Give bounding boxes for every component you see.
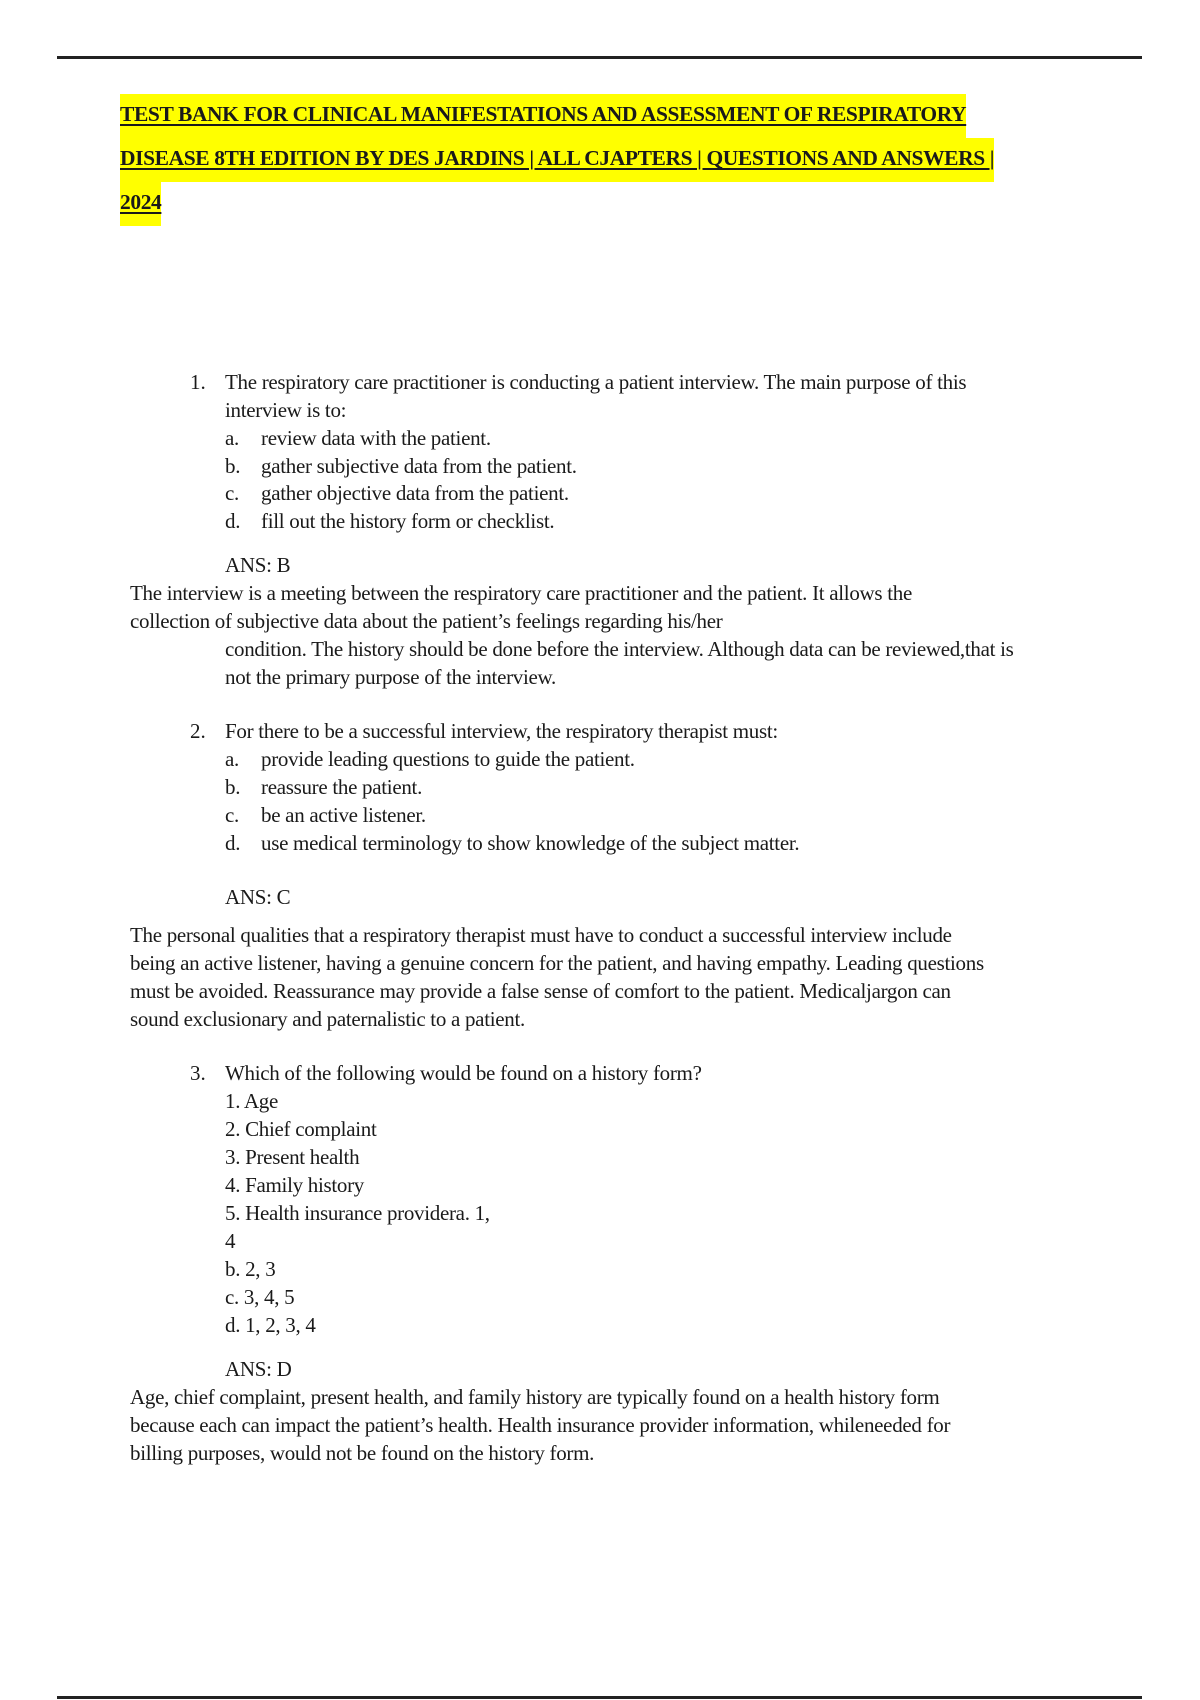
question-stem: For there to be a successful interview, the respiratory therapist must: bbox=[225, 719, 778, 743]
list-line: 4. Family history bbox=[225, 1173, 364, 1197]
title-line: TEST BANK FOR CLINICAL MANIFESTATIONS AND ASSESSMENT OF RESPIRATORY bbox=[120, 94, 966, 138]
question-stem: interview is to: bbox=[225, 398, 347, 422]
option-text: fill out the history form or checklist. bbox=[261, 509, 555, 533]
rationale-line: being an active listener, having a genuine concern for the patient, and having empathy. Leading questions bbox=[130, 951, 984, 975]
list-line: d. 1, 2, 3, 4 bbox=[225, 1313, 316, 1337]
option-letter: a. bbox=[225, 747, 239, 771]
rationale-line: The personal qualities that a respiratory therapist must have to conduct a successful interview include bbox=[130, 923, 952, 947]
list-line: 4 bbox=[225, 1229, 236, 1253]
bottom-rule bbox=[57, 1696, 1142, 1699]
question-number: 2. bbox=[190, 719, 206, 743]
document-title bbox=[120, 92, 1150, 224]
option-letter: c. bbox=[225, 803, 239, 827]
rationale-line: must be avoided. Reassurance may provide a false sense of comfort to the patient. Medicaljargon can bbox=[130, 979, 951, 1003]
option-text: reassure the patient. bbox=[261, 775, 423, 799]
option-text: use medical terminology to show knowledge of the subject matter. bbox=[261, 831, 800, 855]
question-number: 1. bbox=[190, 370, 206, 394]
answer-key: ANS: D bbox=[225, 1357, 292, 1381]
title-line: DISEASE 8TH EDITION BY DES JARDINS | ALL CJAPTERS | QUESTIONS AND ANSWERS | bbox=[120, 138, 994, 182]
question-number: 3. bbox=[190, 1061, 206, 1085]
rationale-line: sound exclusionary and paternalistic to a patient. bbox=[130, 1007, 525, 1031]
option-letter: b. bbox=[225, 775, 241, 799]
title-line: 2024 bbox=[120, 182, 161, 226]
rationale-line: condition. The history should be done before the interview. Although data can be reviewed,that is bbox=[225, 637, 1014, 661]
list-line: b. 2, 3 bbox=[225, 1257, 276, 1281]
list-line: 5. Health insurance providera. 1, bbox=[225, 1201, 490, 1225]
question-stem: Which of the following would be found on a history form? bbox=[225, 1061, 702, 1085]
option-text: be an active listener. bbox=[261, 803, 426, 827]
rationale-line: not the primary purpose of the interview. bbox=[225, 665, 556, 689]
list-line: 2. Chief complaint bbox=[225, 1117, 377, 1141]
option-letter: d. bbox=[225, 831, 241, 855]
list-line: 1. Age bbox=[225, 1089, 279, 1113]
answer-key: ANS: C bbox=[225, 885, 291, 909]
option-text: review data with the patient. bbox=[261, 426, 491, 450]
option-letter: d. bbox=[225, 509, 241, 533]
rationale-line: because each can impact the patient’s health. Health insurance provider information, whileneeded for bbox=[130, 1413, 951, 1437]
rationale-line: Age, chief complaint, present health, and family history are typically found on a health history form bbox=[130, 1385, 940, 1409]
answer-key: ANS: B bbox=[225, 553, 291, 577]
top-rule bbox=[57, 56, 1142, 59]
list-line: c. 3, 4, 5 bbox=[225, 1285, 295, 1309]
option-text: gather objective data from the patient. bbox=[261, 481, 569, 505]
option-letter: c. bbox=[225, 481, 239, 505]
list-line: 3. Present health bbox=[225, 1145, 360, 1169]
rationale-line: The interview is a meeting between the respiratory care practitioner and the patient. It allows the bbox=[130, 581, 912, 605]
option-text: gather subjective data from the patient. bbox=[261, 454, 577, 478]
rationale-line: collection of subjective data about the patient’s feelings regarding his/her bbox=[130, 609, 723, 633]
rationale-line: billing purposes, would not be found on the history form. bbox=[130, 1441, 595, 1465]
option-text: provide leading questions to guide the patient. bbox=[261, 747, 635, 771]
option-letter: a. bbox=[225, 426, 239, 450]
option-letter: b. bbox=[225, 454, 241, 478]
question-stem: The respiratory care practitioner is conducting a patient interview. The main purpose of this bbox=[225, 370, 967, 394]
